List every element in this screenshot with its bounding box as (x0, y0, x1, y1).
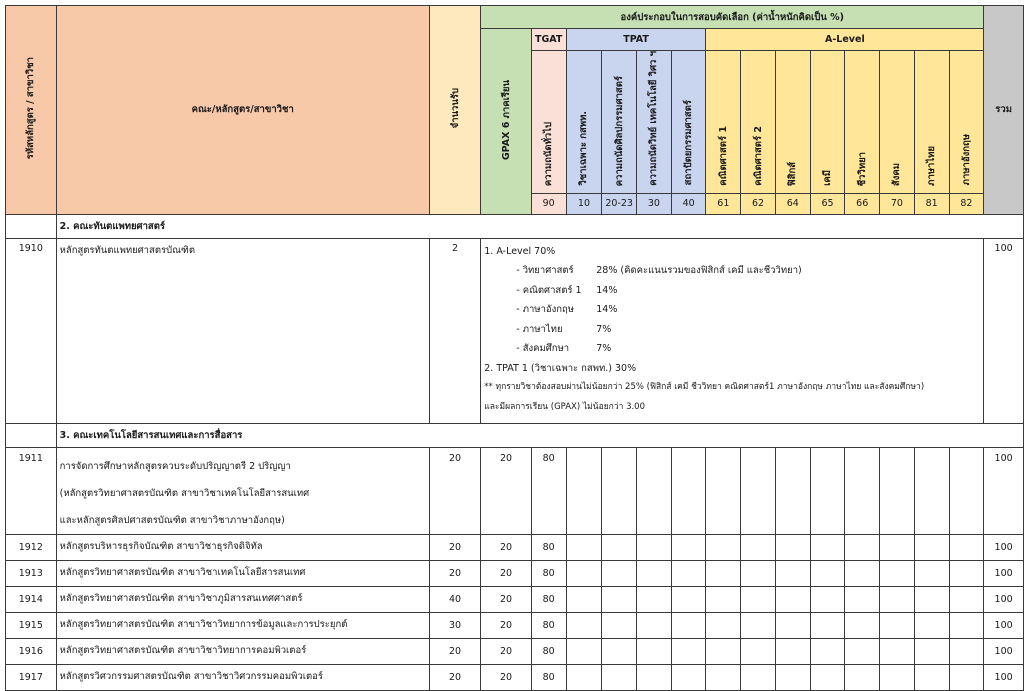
empty-weight-cell (880, 586, 915, 612)
empty-weight-cell (845, 560, 880, 586)
empty-weight-cell (880, 612, 915, 638)
criteria-item (484, 300, 983, 320)
subject-header: คณิตศาสตร์ 1 (706, 51, 741, 194)
criteria-note-1: ** ทุกรายวิชาต้องสอบผ่านไม่น้อยกว่า 25% (ฟิสิกส์ เคมี ชีววิทยา คณิตศาสตร์1 ภาษาอังกฤษ ภาษาไทย และสังคมศึกษา) (484, 382, 925, 393)
criteria-item-weight: 28% (คิดคะแนนรวมของฟิสิกส์ เคมี และชีววิทยา) (596, 265, 802, 277)
empty-weight-cell (810, 447, 845, 534)
empty-weight-cell (775, 447, 810, 534)
empty-weight-cell (775, 586, 810, 612)
program-code: 1915 (6, 612, 57, 638)
program-total: 100 (984, 447, 1024, 534)
subject-header: ชีววิทยา (845, 51, 880, 194)
empty-weight-cell (914, 560, 949, 586)
tgat-weight: 80 (531, 612, 566, 638)
subject-code: 20-23 (602, 193, 637, 214)
criteria-item-weight: 14% (596, 304, 618, 316)
empty-weight-cell (602, 560, 637, 586)
program-code: 1911 (6, 447, 57, 534)
program-seats: 20 (429, 447, 480, 534)
code-header: รหัสหลักสูตร / สาขาวิชา (6, 6, 57, 215)
subject-header: สังคม (880, 51, 915, 194)
empty-weight-cell (914, 447, 949, 534)
subject-header: ภาษาอังกฤษ (949, 51, 984, 194)
empty-weight-cell (949, 560, 984, 586)
criteria-item-subject: - คณิตศาสตร์ 1 (516, 284, 582, 296)
tgat-weight: 80 (531, 447, 566, 534)
gpax-weight: 20 (481, 612, 531, 638)
empty-weight-cell (775, 612, 810, 638)
empty-weight-cell (637, 534, 672, 560)
criteria-item-weight: 7% (596, 343, 612, 355)
program-code: 1917 (6, 664, 57, 690)
subject-code: 81 (914, 193, 949, 214)
program-name (56, 586, 429, 612)
empty-weight-cell (566, 586, 602, 612)
table-row (6, 638, 1024, 664)
empty-weight-cell (949, 534, 984, 560)
table-header (6, 6, 1024, 215)
empty-weight-cell (566, 638, 602, 664)
subject-header: คณิตศาสตร์ 2 (741, 51, 776, 194)
empty-weight-cell (810, 664, 845, 690)
empty-weight-cell (706, 638, 741, 664)
empty-weight-cell (602, 447, 637, 534)
subject-code: 10 (566, 193, 602, 214)
empty-weight-cell (741, 586, 776, 612)
empty-weight-cell (671, 612, 706, 638)
criteria-item-subject: - วิทยาศาสตร์ (516, 265, 574, 277)
empty-weight-cell (880, 447, 915, 534)
subject-header: ฟิสิกส์ (775, 51, 810, 194)
empty-weight-cell (566, 447, 602, 534)
admission-criteria-table (5, 5, 1024, 691)
table-row (6, 238, 1024, 423)
empty-weight-cell (706, 560, 741, 586)
program-total: 100 (984, 664, 1024, 690)
empty-weight-cell (671, 586, 706, 612)
empty-weight-cell (914, 664, 949, 690)
empty-weight-cell (671, 638, 706, 664)
program-total: 100 (984, 586, 1024, 612)
subject-header: ความถนัดทั่วไป (531, 51, 566, 194)
program-name-line: และหลักสูตรศิลปศาสตรบัณฑิต สาขาวิชาภาษาอังกฤษ) (59, 514, 285, 526)
empty-weight-cell (706, 447, 741, 534)
empty-weight-cell (566, 664, 602, 690)
program-code: 1914 (6, 586, 57, 612)
program-seats: 2 (429, 238, 480, 423)
program-name (56, 638, 429, 664)
program-name-line: หลักสูตรวิทยาศาสตรบัณฑิต สาขาวิชาภูมิสารสนเทศศาสตร์ (59, 593, 303, 605)
criteria-item-subject: - สังคมศึกษา (516, 343, 570, 355)
empty-weight-cell (880, 534, 915, 560)
empty-weight-cell (949, 664, 984, 690)
seats-header: จำนวนรับ (429, 6, 480, 215)
gpax-weight: 20 (481, 664, 531, 690)
program-name (56, 447, 429, 534)
subject-header: ภาษาไทย (914, 51, 949, 194)
program-total: 100 (984, 534, 1024, 560)
empty-weight-cell (566, 612, 602, 638)
empty-weight-cell (602, 638, 637, 664)
section-spacer (6, 214, 57, 238)
subject-code: 66 (845, 193, 880, 214)
tgat-weight: 80 (531, 638, 566, 664)
empty-weight-cell (706, 612, 741, 638)
empty-weight-cell (602, 534, 637, 560)
empty-weight-cell (741, 638, 776, 664)
program-criteria-detail (481, 238, 984, 423)
subject-code: 64 (775, 193, 810, 214)
empty-weight-cell (637, 560, 672, 586)
empty-weight-cell (949, 586, 984, 612)
gpax-weight: 20 (481, 534, 531, 560)
empty-weight-cell (845, 664, 880, 690)
table-row (6, 586, 1024, 612)
empty-weight-cell (602, 664, 637, 690)
program-name (56, 560, 429, 586)
components-header: องค์ประกอบในการสอบคัดเลือก (ค่าน้ำหนักคิดเป็น %) (481, 6, 984, 29)
section-title-ict: 3. คณะเทคโนโลยีสารสนเทศและการสื่อสาร (56, 423, 1023, 447)
empty-weight-cell (566, 534, 602, 560)
table-row (6, 560, 1024, 586)
program-name (56, 612, 429, 638)
table-body (6, 214, 1024, 690)
program-name: หลักสูตรทันตแพทยศาสตรบัณฑิต (56, 238, 429, 423)
empty-weight-cell (775, 534, 810, 560)
criteria-line-tpat: 2. TPAT 1 (วิชาเฉพาะ กสพท.) 30% (484, 362, 637, 374)
empty-weight-cell (775, 638, 810, 664)
empty-weight-cell (845, 447, 880, 534)
empty-weight-cell (775, 664, 810, 690)
program-seats: 20 (429, 534, 480, 560)
empty-weight-cell (914, 638, 949, 664)
table-row (6, 447, 1024, 534)
empty-weight-cell (637, 664, 672, 690)
subject-code: 40 (671, 193, 706, 214)
empty-weight-cell (637, 638, 672, 664)
empty-weight-cell (706, 664, 741, 690)
program-code: 1916 (6, 638, 57, 664)
criteria-item (484, 281, 983, 301)
empty-weight-cell (706, 534, 741, 560)
empty-weight-cell (775, 560, 810, 586)
subject-code: 90 (531, 193, 566, 214)
program-name (56, 534, 429, 560)
table-row (6, 612, 1024, 638)
program-name-header: คณะ/หลักสูตร/สาขาวิชา (56, 6, 429, 215)
empty-weight-cell (914, 586, 949, 612)
subject-header: เคมี (810, 51, 845, 194)
empty-weight-cell (810, 534, 845, 560)
gpax-weight: 20 (481, 447, 531, 534)
tgat-weight: 80 (531, 664, 566, 690)
subject-header: วิชาเฉพาะ กสพท. (566, 51, 602, 194)
empty-weight-cell (741, 664, 776, 690)
empty-weight-cell (880, 638, 915, 664)
empty-weight-cell (845, 586, 880, 612)
program-name-line: (หลักสูตรวิทยาศาสตรบัณฑิต สาขาวิชาเทคโนโลยีสารสนเทศ (59, 487, 310, 499)
empty-weight-cell (810, 638, 845, 664)
empty-weight-cell (566, 560, 602, 586)
subject-code: 82 (949, 193, 984, 214)
empty-weight-cell (845, 612, 880, 638)
program-total: 100 (984, 238, 1024, 423)
empty-weight-cell (602, 586, 637, 612)
program-seats: 20 (429, 638, 480, 664)
admission-table-wrapper (5, 5, 1024, 691)
program-name-line: หลักสูตรวิทยาศาสตรบัณฑิต สาขาวิชาวิทยาการคอมพิวเตอร์ (59, 645, 307, 657)
empty-weight-cell (914, 612, 949, 638)
program-seats: 30 (429, 612, 480, 638)
empty-weight-cell (845, 638, 880, 664)
program-code: 1913 (6, 560, 57, 586)
empty-weight-cell (810, 586, 845, 612)
empty-weight-cell (671, 534, 706, 560)
program-name-line: หลักสูตรบริหารธุรกิจบัณฑิต สาขาวิชาธุรกิจดิจิทัล (59, 541, 263, 553)
empty-weight-cell (741, 612, 776, 638)
program-name-line: การจัดการศึกษาหลักสูตรควบระดับปริญญาตรี 2 ปริญญา (59, 460, 291, 472)
empty-weight-cell (845, 534, 880, 560)
criteria-item-weight: 14% (596, 284, 618, 296)
empty-weight-cell (741, 447, 776, 534)
criteria-item (484, 261, 983, 281)
gpax-weight: 20 (481, 560, 531, 586)
empty-weight-cell (810, 612, 845, 638)
empty-weight-cell (706, 586, 741, 612)
gpax-weight: 20 (481, 638, 531, 664)
gpax-header: GPAX 6 ภาคเรียน (481, 29, 531, 215)
empty-weight-cell (914, 534, 949, 560)
program-seats: 20 (429, 664, 480, 690)
criteria-item (484, 320, 983, 340)
subject-code: 62 (741, 193, 776, 214)
empty-weight-cell (602, 612, 637, 638)
subject-code: 30 (637, 193, 672, 214)
total-header: รวม (984, 6, 1024, 215)
empty-weight-cell (810, 560, 845, 586)
subject-header: ความถนัดวิทย์ เทคโนโลยี วิศว ฯ (637, 51, 672, 194)
empty-weight-cell (671, 560, 706, 586)
tpat-group-header: TPAT (566, 29, 706, 51)
empty-weight-cell (637, 586, 672, 612)
empty-weight-cell (741, 534, 776, 560)
program-total: 100 (984, 560, 1024, 586)
subject-header: สถาปัตยกรรมศาสตร์ (671, 51, 706, 194)
program-name (56, 664, 429, 690)
tgat-weight: 80 (531, 560, 566, 586)
table-row (6, 664, 1024, 690)
empty-weight-cell (671, 447, 706, 534)
table-row (6, 534, 1024, 560)
criteria-line-alevel: 1. A-Level 70% (484, 245, 556, 257)
subject-code: 65 (810, 193, 845, 214)
program-total: 100 (984, 612, 1024, 638)
criteria-item-weight: 7% (596, 323, 612, 335)
program-code: 1912 (6, 534, 57, 560)
empty-weight-cell (949, 638, 984, 664)
program-name-line: หลักสูตรวิทยาศาสตรบัณฑิต สาขาวิชาวิทยาการข้อมูลและการประยุกต์ (59, 619, 348, 631)
program-total: 100 (984, 638, 1024, 664)
empty-weight-cell (949, 447, 984, 534)
empty-weight-cell (880, 560, 915, 586)
subject-header: ความถนัดศิลปกรรมศาสตร์ (602, 51, 637, 194)
tgat-group-header: TGAT (531, 29, 566, 51)
subject-code: 61 (706, 193, 741, 214)
program-name-line: หลักสูตรวิศวกรรมศาสตรบัณฑิต สาขาวิชาวิศวกรรมคอมพิวเตอร์ (59, 671, 323, 683)
alevel-group-header: A-Level (706, 29, 984, 51)
empty-weight-cell (949, 612, 984, 638)
empty-weight-cell (671, 664, 706, 690)
section-title-dentistry: 2. คณะทันตแพทยศาสตร์ (56, 214, 1023, 238)
program-seats: 40 (429, 586, 480, 612)
criteria-item (484, 339, 983, 359)
tgat-weight: 80 (531, 586, 566, 612)
program-seats: 20 (429, 560, 480, 586)
criteria-item-subject: - ภาษาอังกฤษ (516, 304, 575, 316)
empty-weight-cell (880, 664, 915, 690)
program-code: 1910 (6, 238, 57, 423)
subject-code: 70 (880, 193, 915, 214)
program-name-line: หลักสูตรวิทยาศาสตรบัณฑิต สาขาวิชาเทคโนโลยีสารสนเทศ (59, 567, 306, 579)
empty-weight-cell (741, 560, 776, 586)
empty-weight-cell (637, 612, 672, 638)
criteria-item-subject: - ภาษาไทย (516, 323, 563, 335)
criteria-note-2: และมีผลการเรียน (GPAX) ไม่น้อยกว่า 3.00 (484, 401, 645, 412)
empty-weight-cell (637, 447, 672, 534)
section-spacer (6, 423, 57, 447)
tgat-weight: 80 (531, 534, 566, 560)
gpax-weight: 20 (481, 586, 531, 612)
